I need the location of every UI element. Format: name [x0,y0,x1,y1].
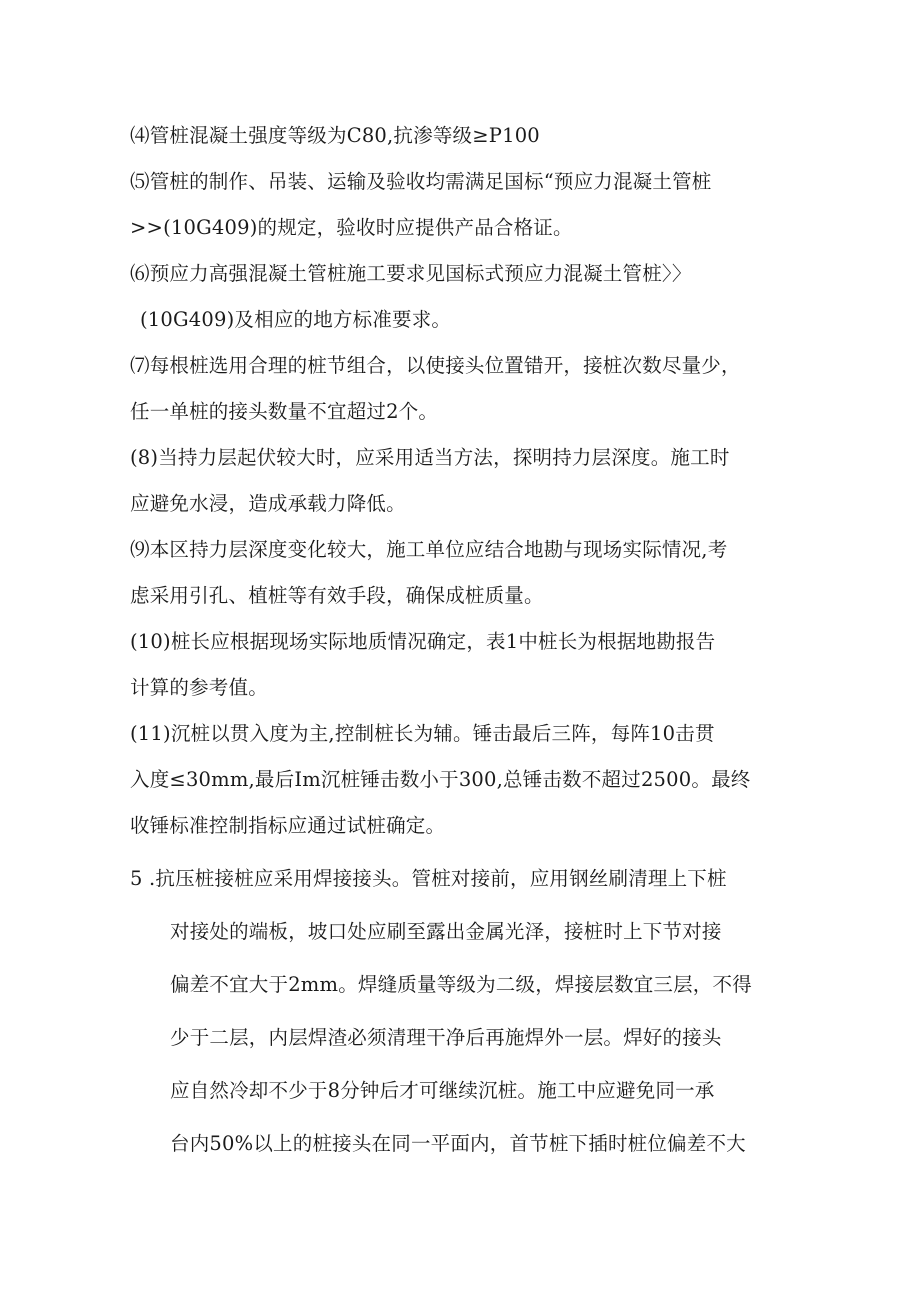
text-line-12: (10)桩长应根据现场实际地质情况确定，表1中桩长为根据地勘报告 [130,630,716,653]
text-line-4: ⑹预应力高强混凝土管桩施工要求见国标式预应力混凝土管桩〉〉 [130,262,692,285]
text-line-10: ⑼本区持力层深度变化较大，施工单位应结合地勘与现场实际情况,考 [130,538,728,561]
text-line-11: 虑采用引孔、植桩等有效手段，确保成桩质量。 [130,584,544,607]
text-line-14: (11)沉桩以贯入度为主,控制桩长为辅。锤击最后三阵，每阵10击贯 [130,722,715,745]
text-line-19: 偏差不宜大于2mm。焊缝质量等级为二级，焊接层数宜三层，不得 [170,973,752,996]
text-line-1: ⑷管桩混凝土强度等级为C80,抗渗等级≥P100 [130,124,540,147]
text-line-20: 少于二层，内层焊渣必须清理干净后再施焊外一层。焊好的接头 [170,1026,722,1049]
text-line-16: 收锤标准控制指标应通过试桩确定。 [130,814,446,837]
text-line-21: 应自然冷却不少于8分钟后才可继续沉桩。施工中应避免同一承 [170,1079,715,1102]
text-line-13: 计算的参考值。 [130,676,268,699]
text-line-18: 对接处的端板，坡口处应刷至露出金属光泽，接桩时上下节对接 [170,920,722,943]
text-line-9: 应避免水浸，造成承载力降低。 [130,492,406,515]
text-line-2: ⑸管桩的制作、吊装、运输及验收均需满足国标“预应力混凝土管桩 [130,170,712,193]
text-line-7: 任一单桩的接头数量不宜超过2个。 [130,400,439,423]
text-line-22: 台内50%以上的桩接头在同一平面内，首节桩下插时桩位偏差不大 [170,1132,746,1155]
text-line-3: >>(10G409)的规定，验收时应提供产品合格证。 [130,216,573,239]
text-line-15: 入度≤30mm,最后Im沉桩锤击数小于300,总锤击数不超过2500。最终 [130,768,751,791]
text-line-8: (8)当持力层起伏较大时，应采用适当方法，探明持力层深度。施工时 [130,446,730,469]
text-line-17: 5 .抗压桩接桩应采用焊接接头。管桩对接前，应用钢丝刷清理上下桩 [130,867,727,890]
text-line-6: ⑺每根桩选用合理的桩节组合，以使接头位置错开，接桩次数尽量少， [130,354,741,377]
text-line-5: (10G409)及相应的地方标准要求。 [140,308,452,331]
